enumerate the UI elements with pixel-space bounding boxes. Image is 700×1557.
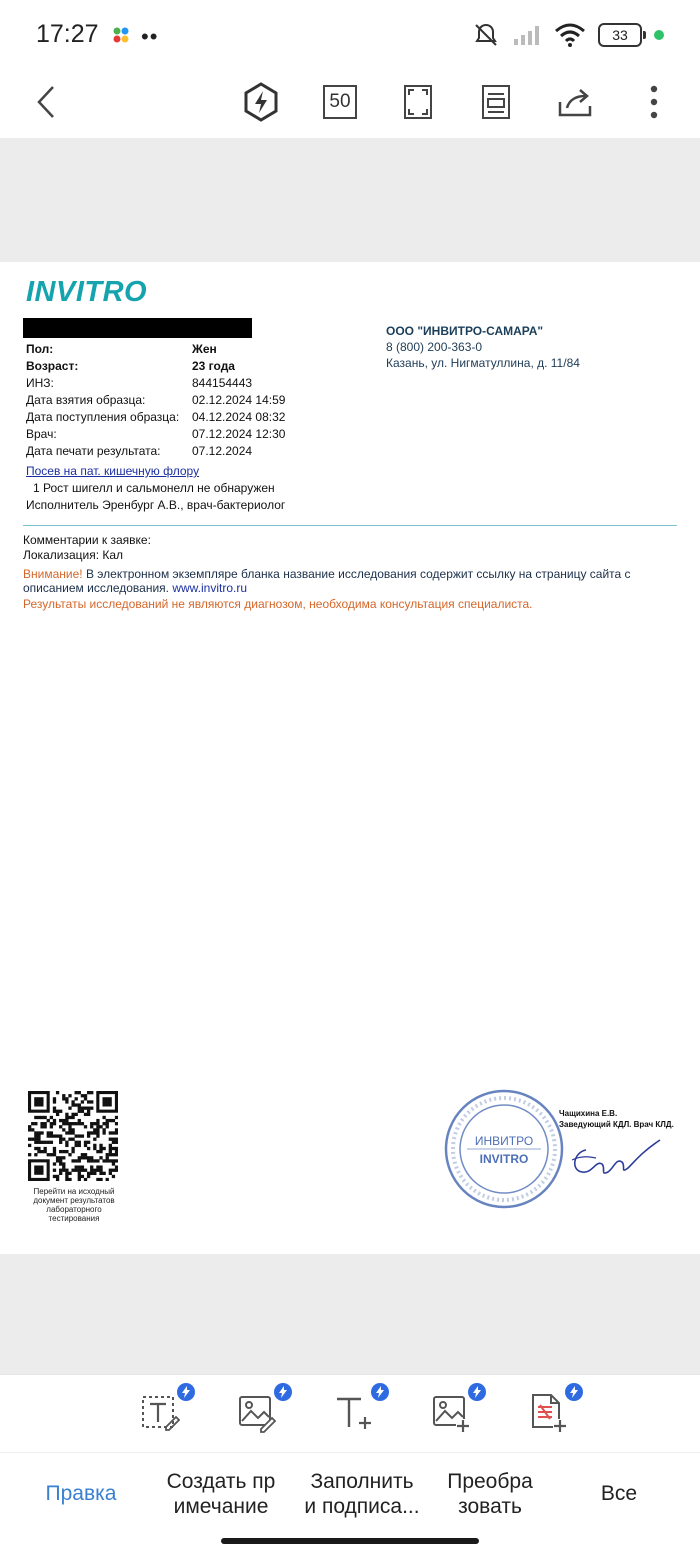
- warning-label: Внимание!: [23, 567, 83, 581]
- image-edit-icon: [236, 1391, 278, 1433]
- privacy-indicator: [654, 30, 664, 40]
- info-label: Пол:: [26, 342, 54, 356]
- test-result: 1 Рост шигелл и сальмонелл не обнаружен: [33, 481, 275, 495]
- reader-mode-button[interactable]: [472, 78, 520, 126]
- qr-code[interactable]: [28, 1091, 118, 1181]
- share-button[interactable]: [551, 78, 599, 126]
- tab-fill-sign[interactable]: Заполнить и подписа...: [304, 1470, 420, 1518]
- signer-title: Заведующий КДЛ. Врач КЛД.: [559, 1120, 674, 1129]
- stamp-text-ru: ИНВИТРО: [474, 1134, 534, 1148]
- lab-name: ООО "ИНВИТРО-САМАРА": [386, 324, 544, 338]
- ai-tools-button[interactable]: [237, 78, 285, 126]
- info-label: Возраст:: [26, 359, 79, 373]
- add-image-icon: [430, 1391, 472, 1433]
- more-notifications-icon: ••: [141, 24, 159, 49]
- premium-badge: [468, 1383, 486, 1401]
- edit-text-tool[interactable]: [139, 1391, 181, 1433]
- tab-all[interactable]: Все: [600, 1482, 638, 1505]
- add-page-icon: [527, 1391, 569, 1433]
- tab-edit[interactable]: Правка: [45, 1482, 117, 1505]
- lab-info: [386, 323, 580, 371]
- status-time: 17:27: [36, 20, 99, 48]
- comments: [23, 533, 151, 563]
- text-box-edit-icon: [139, 1391, 181, 1433]
- test-name-link[interactable]: Посев на пат. кишечную флору: [26, 464, 200, 478]
- lightning-icon: [472, 1386, 482, 1398]
- document-page[interactable]: [0, 262, 700, 1254]
- warning-note: [23, 567, 683, 595]
- insert-page-tool[interactable]: [527, 1391, 569, 1433]
- lab-stamp: [443, 1088, 565, 1210]
- premium-badge: [177, 1383, 195, 1401]
- document-layout-icon: [481, 84, 511, 120]
- signal-icon: [512, 23, 542, 47]
- info-value: 04.12.2024 08:32: [192, 410, 286, 424]
- edit-image-tool[interactable]: [236, 1391, 278, 1433]
- lightning-icon: [181, 1386, 191, 1398]
- page-count: 50: [323, 85, 357, 119]
- info-label: ИНЗ:: [26, 376, 54, 390]
- info-value: Жен: [192, 342, 217, 356]
- signer-name: Чащихина Е.В.: [559, 1109, 618, 1118]
- lightning-icon: [569, 1386, 579, 1398]
- info-label: Дата печати результата:: [26, 444, 161, 458]
- battery-icon: 33: [598, 23, 642, 47]
- disclaimer: Результаты исследований не являются диагнозом, необходима консультация специалиста.: [23, 597, 533, 611]
- tab-convert[interactable]: Преобра зовать: [447, 1470, 533, 1518]
- lab-address: Казань, ул. Нигматуллина, д. 11/84: [386, 356, 580, 370]
- document-viewer[interactable]: [0, 138, 700, 1374]
- section-divider: [23, 525, 677, 526]
- top-toolbar: [0, 68, 700, 138]
- kebab-menu-icon: [650, 85, 658, 119]
- mute-icon: [472, 21, 500, 49]
- premium-badge: [565, 1383, 583, 1401]
- back-button[interactable]: [22, 78, 70, 126]
- warning-text: В электронном экземпляре бланка название исследования содержит ссылку на страницу сайта с описанием исследования.: [23, 567, 631, 595]
- info-label: Дата поступления образца:: [26, 410, 180, 424]
- home-indicator[interactable]: [221, 1538, 479, 1544]
- status-bar: [0, 0, 700, 68]
- fullscreen-icon: [403, 84, 433, 120]
- fit-page-button[interactable]: [394, 78, 442, 126]
- lightning-icon: [278, 1386, 288, 1398]
- test-executor: Исполнитель Эренбург А.В., врач-бактериолог: [26, 498, 286, 512]
- more-options-button[interactable]: [630, 78, 678, 126]
- info-value: 02.12.2024 14:59: [192, 393, 286, 407]
- add-text-tool[interactable]: [333, 1391, 375, 1433]
- localization: Локализация: Кал: [23, 548, 124, 562]
- share-icon: [557, 86, 593, 118]
- add-image-tool[interactable]: [430, 1391, 472, 1433]
- handwritten-signature: [566, 1130, 662, 1190]
- stamp-text-en: INVITRO: [479, 1152, 529, 1166]
- app-notification-icon: [112, 26, 130, 44]
- qr-caption: Перейти на исходный документ результатов лабораторного тестирования: [33, 1187, 115, 1223]
- edit-tools-row: [0, 1374, 700, 1453]
- chevron-left-icon: [31, 84, 61, 120]
- info-value: 07.12.2024 12:30: [192, 427, 286, 441]
- info-value: 844154443: [192, 376, 253, 390]
- info-label: Дата взятия образца:: [26, 393, 146, 407]
- page-count-button[interactable]: [316, 78, 364, 126]
- premium-badge: [371, 1383, 389, 1401]
- info-label: Врач:: [26, 427, 57, 441]
- lightning-icon: [375, 1386, 385, 1398]
- comments-label: Комментарии к заявке:: [23, 533, 151, 547]
- redacted-name: [23, 318, 252, 338]
- info-value: 23 года: [192, 359, 235, 373]
- wifi-icon: [554, 22, 586, 48]
- lightning-hexagon-icon: [243, 82, 279, 122]
- tab-create-note[interactable]: Создать пр имечание: [166, 1470, 276, 1518]
- invitro-link[interactable]: www.invitro.ru: [172, 581, 248, 595]
- signer-info: [559, 1108, 674, 1130]
- info-value: 07.12.2024: [192, 444, 253, 458]
- lab-phone: 8 (800) 200-363-0: [386, 340, 483, 354]
- add-text-icon: [333, 1391, 375, 1433]
- premium-badge: [274, 1383, 292, 1401]
- invitro-logo: INVITRO: [26, 276, 148, 308]
